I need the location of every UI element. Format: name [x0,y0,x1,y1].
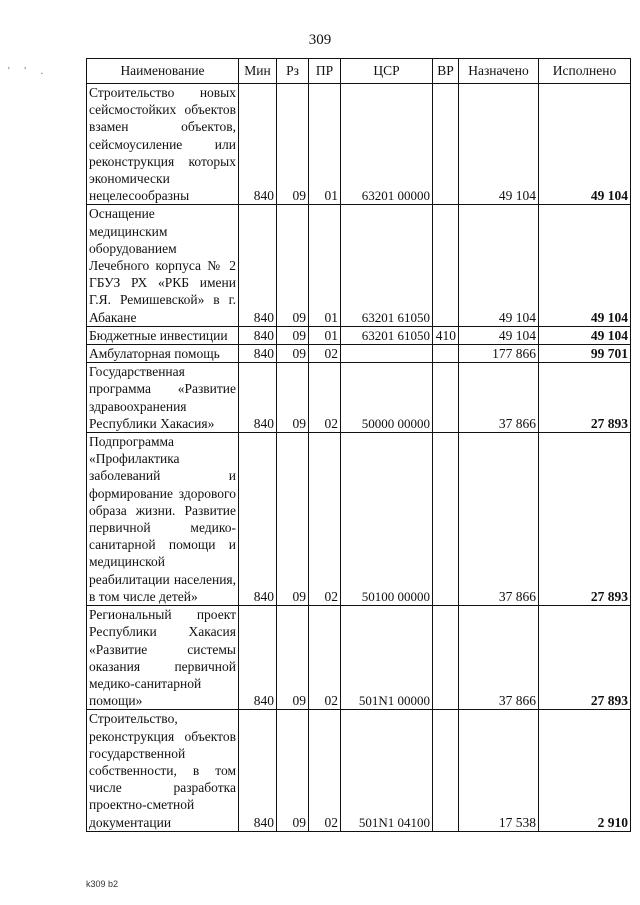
table-row [87,345,631,363]
row-assigned-cell: 17 538 [459,710,539,831]
table-row [87,710,631,831]
row-rz-cell: 09 [277,363,309,433]
header-min: Мин [239,59,277,84]
row-assigned-cell: 177 866 [459,345,539,363]
row-rz-cell: 09 [277,326,309,344]
row-executed-cell: 49 104 [539,205,631,326]
row-csr-cell [341,345,433,363]
row-pr-cell: 02 [309,710,341,831]
row-min-cell: 840 [239,345,277,363]
header-vr: ВР [433,59,459,84]
row-csr-cell: 50000 00000 [341,363,433,433]
row-executed-cell: 27 893 [539,363,631,433]
header-rz: Рз [277,59,309,84]
row-name-cell: Государственная программа «Развитие здравоохранения Республики Хакасия» [87,363,239,433]
row-executed-cell: 49 104 [539,84,631,205]
header-executed: Исполнено [539,59,631,84]
row-executed-cell: 27 893 [539,606,631,710]
row-min-cell: 840 [239,433,277,606]
row-vr-cell [433,345,459,363]
row-pr-cell: 02 [309,433,341,606]
row-executed-cell: 99 701 [539,345,631,363]
row-rz-cell: 09 [277,433,309,606]
row-min-cell: 840 [239,710,277,831]
row-pr-cell: 01 [309,205,341,326]
row-csr-cell: 501N1 00000 [341,606,433,710]
row-csr-cell: 50100 00000 [341,433,433,606]
page-number: 309 [308,32,332,48]
table-body [87,84,631,832]
row-executed-cell: 27 893 [539,433,631,606]
table-header [87,59,631,84]
row-assigned-cell: 37 866 [459,606,539,710]
row-rz-cell: 09 [277,205,309,326]
row-csr-cell: 63201 61050 [341,326,433,344]
table-row [87,84,631,205]
header-pr: ПР [309,59,341,84]
header-csr: ЦСР [341,59,433,84]
row-assigned-cell: 49 104 [459,326,539,344]
row-min-cell: 840 [239,363,277,433]
table-row [87,606,631,710]
row-name-cell: Строительство новых сейсмостойких объектов взамен объектов, сейсмоусиление или реконструкция которых экономически нецелесообразны [87,84,239,205]
row-name-cell: Бюджетные инвестиции [87,326,239,344]
row-name-cell: Оснащение медицинским оборудованием Лечебного корпуса № 2 ГБУЗ РХ «РКБ имени Г.Я. Ремишевской» в г. Абакане [87,205,239,326]
row-csr-cell: 63201 00000 [341,84,433,205]
row-assigned-cell: 49 104 [459,205,539,326]
row-vr-cell [433,84,459,205]
row-name-cell: Строительство, реконструкция объектов государственной собственности, в том числе разработка проектно-сметной документации [87,710,239,831]
page-footer-code: k309 b2 [86,879,119,889]
row-assigned-cell: 37 866 [459,433,539,606]
table-row [87,363,631,433]
row-min-cell: 840 [239,606,277,710]
table-row [87,433,631,606]
row-pr-cell: 01 [309,84,341,205]
scan-artifact-marks: ' ' . [8,66,50,77]
row-vr-cell [433,433,459,606]
row-min-cell: 840 [239,326,277,344]
row-pr-cell: 02 [309,606,341,710]
row-assigned-cell: 37 866 [459,363,539,433]
row-min-cell: 840 [239,84,277,205]
row-rz-cell: 09 [277,345,309,363]
table-row [87,205,631,326]
row-min-cell: 840 [239,205,277,326]
budget-table [86,58,631,832]
row-rz-cell: 09 [277,606,309,710]
row-csr-cell: 63201 61050 [341,205,433,326]
row-vr-cell [433,363,459,433]
row-csr-cell: 501N1 04100 [341,710,433,831]
header-name: Наименование [87,59,239,84]
row-rz-cell: 09 [277,84,309,205]
table-row [87,326,631,344]
row-rz-cell: 09 [277,710,309,831]
row-vr-cell [433,710,459,831]
row-pr-cell: 01 [309,326,341,344]
row-vr-cell: 410 [433,326,459,344]
row-name-cell: Региональный проект Республики Хакасия «Развитие системы оказания первичной медико-санитарной помощи» [87,606,239,710]
row-pr-cell: 02 [309,363,341,433]
header-row [87,59,631,84]
row-vr-cell [433,606,459,710]
row-name-cell: Амбулаторная помощь [87,345,239,363]
row-executed-cell: 49 104 [539,326,631,344]
row-executed-cell: 2 910 [539,710,631,831]
row-assigned-cell: 49 104 [459,84,539,205]
row-vr-cell [433,205,459,326]
row-pr-cell: 02 [309,345,341,363]
row-name-cell: Подпрограмма «Профилактика заболеваний и формирование здорового образа жизни. Развитие первичной медико-санитарной помощи и медицинской реабилитации населения, в том числе детей» [87,433,239,606]
header-assigned: Назначено [459,59,539,84]
